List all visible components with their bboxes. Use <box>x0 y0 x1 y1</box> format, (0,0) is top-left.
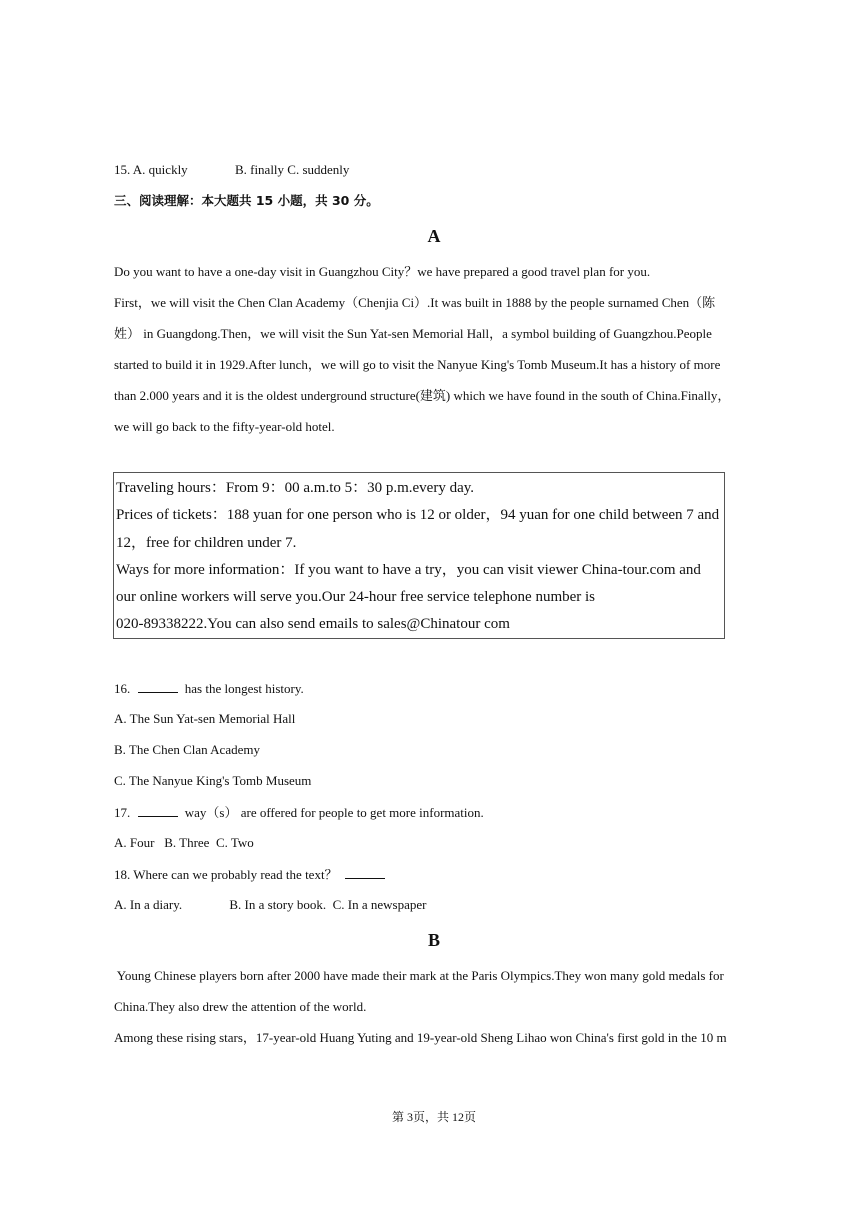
travel-info-box <box>113 472 725 639</box>
passage-a-line: First，we will visit the Chen Clan Academy（Chenjia Ci）.It was built in 1888 by the people surnamed Chen（陈 <box>114 295 716 310</box>
passage-b-title: B <box>427 930 440 950</box>
question-15-options-bc: B. finally C. suddenly <box>234 162 350 177</box>
passage-a-line: we will go back to the fifty-year-old hotel. <box>114 419 335 434</box>
question-17-number: 17. <box>114 805 131 820</box>
question-18-stem: 18. Where can we probably read the text？ <box>114 867 338 882</box>
question-16 <box>114 680 304 697</box>
question-18-option-a: A. In a diary. <box>114 897 183 912</box>
question-16-number: 16. <box>114 681 131 696</box>
question-15-number: 15. <box>114 162 131 177</box>
question-17-options: A. Four B. Three C. Two <box>114 835 254 850</box>
travel-info-line: Ways for more information：If you want to have a try，you can visit viewer China-tour.com and <box>116 561 701 578</box>
travel-info-line: 12，free for children under 7. <box>116 534 297 551</box>
page-footer: 第 3页，共 12页 <box>391 1110 476 1124</box>
question-16-option: C. The Nanyue King's Tomb Museum <box>114 773 312 788</box>
question-17 <box>114 804 484 821</box>
section-3-heading: 三、阅读理解：本大题共 15 小题，共 30 分。 <box>114 193 379 208</box>
passage-b-line: Among these rising stars，17-year-old Huang Yuting and 19-year-old Sheng Lihao won China's first gold in the 10 m <box>114 1030 727 1045</box>
passage-a-line: started to build it in 1929.After lunch，we will go to visit the Nanyue King's Tomb Museum.It has a history of more <box>114 357 721 372</box>
travel-info-line: 020-89338222.You can also send emails to sales@Chinatour com <box>116 616 510 633</box>
answer-blank <box>345 866 385 879</box>
question-16-option: A. The Sun Yat-sen Memorial Hall <box>114 711 296 726</box>
passage-b-line: China.They also drew the attention of the world. <box>114 999 367 1014</box>
question-18-options-bc: B. In a story book. C. In a newspaper <box>229 897 427 912</box>
passage-a-line: than 2.000 years and it is the oldest underground structure(建筑) which we have found in the south of China.Finally， <box>114 388 731 403</box>
question-15 <box>114 162 349 178</box>
question-15-option-a: A. quickly <box>132 162 188 177</box>
question-16-stem: has the longest history. <box>184 681 304 696</box>
travel-info-line: Prices of tickets：188 yuan for one person who is 12 or older，94 yuan for one child between 7 and <box>116 507 720 524</box>
question-18-options <box>114 897 427 913</box>
question-17-stem: way（s） are offered for people to get more information. <box>184 805 484 820</box>
answer-blank <box>138 680 178 693</box>
question-18 <box>114 866 389 883</box>
question-16-option: B. The Chen Clan Academy <box>114 742 260 757</box>
travel-info-line: our online workers will serve you.Our 24-hour free service telephone number is <box>116 589 596 606</box>
passage-a-line: 姓） in Guangdong.Then，we will visit the Sun Yat-sen Memorial Hall，a symbol building of Guangzhou.People <box>114 326 712 341</box>
passage-b-line: Young Chinese players born after 2000 have made their mark at the Paris Olympics.They won many gold medals for <box>114 968 724 983</box>
travel-info-line: Traveling hours：From 9：00 a.m.to 5：30 p.m.every day. <box>116 480 475 496</box>
passage-a-title: A <box>427 226 441 246</box>
answer-blank <box>138 804 178 817</box>
passage-a-line: Do you want to have a one-day visit in Guangzhou City？we have prepared a good travel plan for you. <box>114 264 651 279</box>
